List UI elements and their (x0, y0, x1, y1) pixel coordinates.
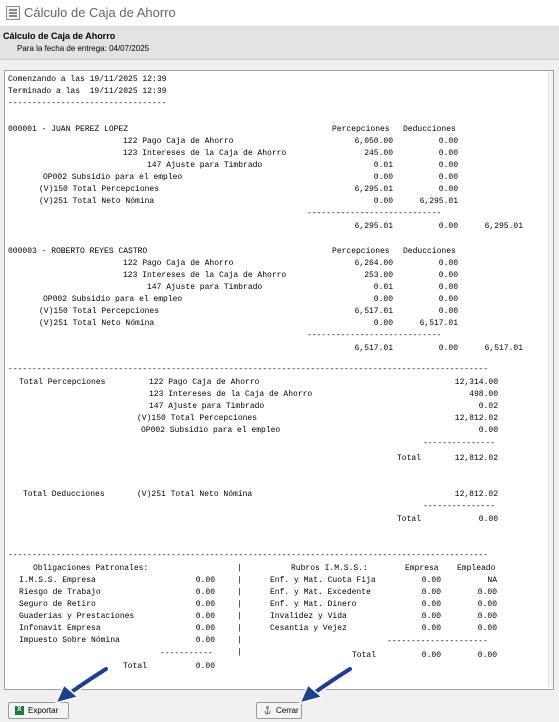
ded-value: 0.00 (438, 307, 458, 316)
ded-summary-value: 12,812.02 (454, 490, 498, 499)
header-subtitle: Para la fecha de entrega: 04/07/2025 (17, 44, 150, 53)
summary-value: 0.02 (478, 402, 498, 411)
ded-value: 0.00 (438, 161, 458, 170)
ded-summary-separator: --------------- (423, 502, 496, 511)
imss-emp-value: 0.00 (421, 600, 441, 609)
summary-row: 122 Pago Caja de Ahorro (149, 378, 260, 387)
imss-row: Enf. y Mat. Dinero (270, 600, 357, 609)
column-divider: | (237, 636, 242, 645)
app-icon (6, 6, 20, 20)
obligation-value: 0.00 (195, 636, 215, 645)
imss-emp-value: 0.00 (421, 576, 441, 585)
export-label: Exportar (28, 706, 59, 715)
imss-title: Rubros I.M.S.S.: (291, 564, 368, 573)
perc-value: 6,295.01 (354, 185, 393, 194)
total-net: 6,295.01 (484, 222, 523, 231)
arrow-close-icon (294, 663, 356, 709)
obligations-separator: ----------- (160, 649, 213, 658)
summary-separator: --------------- (423, 439, 496, 448)
concept-row: 147 Ajuste para Timbrado (147, 283, 263, 292)
obligation-row: Infonavit Empresa (19, 624, 101, 633)
summary-row: 147 Ajuste para Timbrado (149, 402, 265, 411)
obligation-row: Impuesto Sobre Nómina (19, 636, 120, 645)
ded-value: 0.00 (438, 271, 458, 280)
column-divider: | (237, 576, 242, 585)
ded-value: 0.00 (438, 149, 458, 158)
perc-value: 0.01 (373, 161, 393, 170)
obligation-value: 0.00 (195, 624, 215, 633)
column-divider: | (237, 612, 242, 621)
concept-row: 122 Pago Caja de Ahorro (123, 259, 234, 268)
perc-value: 0.00 (373, 173, 393, 182)
close-label: Cerrar (276, 706, 299, 715)
scrollbar[interactable] (548, 71, 553, 687)
window-title: Cálculo de Caja de Ahorro (24, 5, 176, 20)
ded-summary-row: (V)251 Total Neto Nómina (137, 490, 253, 499)
imss-emp-value: 0.00 (421, 624, 441, 633)
perc-value: 0.00 (373, 197, 393, 206)
imss-total-emple: 0.00 (477, 651, 497, 660)
ded-value: 0.00 (438, 259, 458, 268)
concept-row: 122 Pago Caja de Ahorro (123, 137, 234, 146)
concept-row: OP002 Subsidio para el empleo (43, 295, 183, 304)
ded-value: 0.00 (438, 173, 458, 182)
summary-value: 498.00 (469, 390, 498, 399)
obligation-value: 0.00 (195, 576, 215, 585)
perc-value: 0.01 (373, 283, 393, 292)
ded-value: 6,295.01 (419, 197, 458, 206)
ded-value: 0.00 (438, 295, 458, 304)
separator: --------------------------------- (8, 99, 167, 108)
subtotal-separator: ---------------------------- (307, 209, 442, 218)
summary-total-perc: 12,812.02 (454, 454, 498, 463)
obligation-value: 0.00 (195, 600, 215, 609)
imss-emple-value: 0.00 (477, 588, 497, 597)
col-percepciones: Percepciones (332, 247, 390, 256)
imss-emp-value: 0.00 (421, 588, 441, 597)
summary-row: 123 Intereses de la Caja de Ahorro (149, 390, 313, 399)
col-deducciones: Deducciones (403, 125, 456, 134)
excel-icon (15, 706, 24, 715)
concept-row: 147 Ajuste para Timbrado (147, 161, 263, 170)
imss-row: Invalidez y Vida (270, 612, 347, 621)
title-bar (0, 0, 559, 27)
header-title: Cálculo de Caja de Ahorro (3, 31, 116, 41)
report-area[interactable] (4, 70, 554, 690)
concept-row: (V)150 Total Percepciones (39, 185, 160, 194)
obligation-row: Riesgo de Trabajo (19, 588, 101, 597)
total-net: 6,517.01 (484, 344, 523, 353)
ded-value: 6,517.01 (419, 319, 458, 328)
total-percepciones-label: Total Percepciones (19, 378, 106, 387)
ded-total-label: Total (397, 515, 422, 524)
column-divider: | (237, 588, 242, 597)
concept-row: 123 Intereses de la Caja de Ahorro (123, 271, 287, 280)
total-deducciones-label: Total Deducciones (23, 490, 105, 499)
imss-row: Enf. y Mat. Cuota Fija (270, 576, 376, 585)
imss-emple-value: 0.00 (477, 600, 497, 609)
employee-header: 000001 - JUAN PEREZ LOPEZ (8, 125, 129, 134)
ded-value: 0.00 (438, 185, 458, 194)
perc-value: 6,517.01 (354, 307, 393, 316)
concept-row: OP002 Subsidio para el empleo (43, 173, 183, 182)
perc-value: 0.00 (373, 295, 393, 304)
perc-value: 0.00 (373, 319, 393, 328)
column-divider: | (237, 648, 242, 657)
employee-header: 000003 - ROBERTO REYES CASTRO (8, 247, 148, 256)
anchor-icon (263, 706, 272, 715)
ded-value: 0.00 (438, 283, 458, 292)
imss-total-emp: 0.00 (421, 651, 441, 660)
concept-row: (V)251 Total Neto Nómina (39, 319, 155, 328)
total-ded: 0.00 (438, 222, 458, 231)
obligation-row: I.M.S.S. Empresa (19, 576, 96, 585)
perc-value: 6,264.00 (354, 259, 393, 268)
imss-row: Cesantía y Vejez (270, 624, 347, 633)
perc-value: 6,050.00 (354, 137, 393, 146)
total-perc: 6,295.01 (354, 222, 393, 231)
arrow-export-icon (50, 663, 112, 709)
total-ded: 0.00 (438, 344, 458, 353)
col-empleado: Empleado (457, 564, 496, 573)
col-empresa: Empresa (405, 564, 439, 573)
imss-total-label: Total (352, 651, 377, 660)
col-percepciones: Percepciones (332, 125, 390, 134)
concept-row: 123 Intereses de la Caja de Ahorro (123, 149, 287, 158)
total-perc: 6,517.01 (354, 344, 393, 353)
obligaciones-title: Obligaciones Patronales: (33, 564, 149, 573)
obligation-row: Guaderías y Prestaciones (19, 612, 135, 621)
report-end: Terminado a las 19/11/2025 12:39 (8, 87, 167, 96)
col-deducciones: Deducciones (403, 247, 456, 256)
summary-value: 12,314.00 (454, 378, 498, 387)
long-separator-2: ---------------------------------------------------------------------------------------------------- (8, 551, 489, 560)
obligations-total: 0.00 (195, 662, 215, 671)
imss-separator: --------------------- (387, 637, 488, 646)
column-divider: | (237, 624, 242, 633)
summary-row: (V)150 Total Percepciones (137, 414, 258, 423)
obligation-value: 0.00 (195, 612, 215, 621)
report-start: Comenzando a las 19/11/2025 12:39 (8, 75, 167, 84)
long-separator: ---------------------------------------------------------------------------------------------------- (8, 365, 489, 374)
summary-row: OP002 Subsidio para el empleo (141, 426, 281, 435)
report-header (0, 27, 559, 60)
imss-row: Enf. y Mat. Excedente (270, 588, 371, 597)
summary-total-label: Total (397, 454, 422, 463)
summary-value: 12,812.02 (454, 414, 498, 423)
perc-value: 245.00 (364, 149, 393, 158)
concept-row: (V)251 Total Neto Nómina (39, 197, 155, 206)
subtotal-separator: ---------------------------- (307, 331, 442, 340)
obligation-value: 0.00 (195, 588, 215, 597)
column-divider: | (237, 600, 242, 609)
imss-emple-value: NA (487, 576, 497, 585)
imss-emple-value: 0.00 (477, 612, 497, 621)
ded-total-value: 0.00 (478, 515, 498, 524)
column-divider: | (237, 564, 242, 573)
summary-value: 0.00 (478, 426, 498, 435)
obligation-row: Seguro de Retiro (19, 600, 96, 609)
ded-value: 0.00 (438, 137, 458, 146)
imss-emple-value: 0.00 (477, 624, 497, 633)
obligations-total-label: Total (123, 662, 148, 671)
concept-row: (V)150 Total Percepciones (39, 307, 160, 316)
imss-emp-value: 0.00 (421, 612, 441, 621)
perc-value: 253.00 (364, 271, 393, 280)
